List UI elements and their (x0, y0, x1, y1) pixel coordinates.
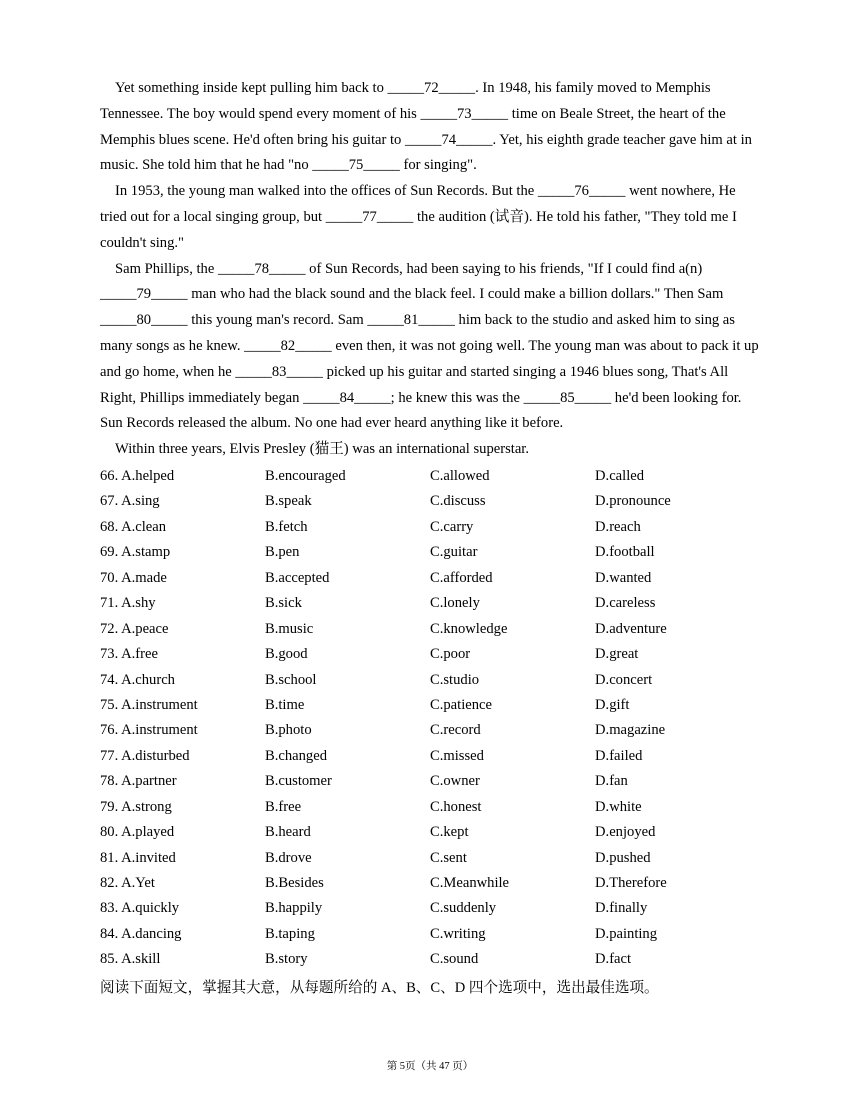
option-d: D.pushed (595, 849, 651, 866)
option-c: C.sent (430, 849, 467, 866)
option-b: B.happily (265, 900, 323, 917)
option-a: 81. A.invited (100, 849, 176, 866)
option-b: B.speak (265, 493, 312, 510)
option-a: 76. A.instrument (100, 722, 198, 739)
option-a: 82. A.Yet (100, 875, 155, 891)
option-d: D.enjoyed (595, 824, 656, 841)
passage-paragraph-2: In 1953, the young man walked into the offices of Sun Records. But the _____76_____ went nowhere, He tried out for a local singing group, but _____77_____ the audition (试音). He told his father, "They told me I couldn't sing." (100, 183, 737, 251)
option-row-75 (100, 693, 780, 718)
passage-paragraph-3: Sam Phillips, the _____78_____ of Sun Records, had been saying to his friends, "If I could find a(n) _____79_____ man who had the black sound and the black feel. I could make a billion dollars." Then Sam _____80_____ this young man's record. Sam _____81_____ him back to the studio and asked him to sing as many songs as he knew. _____82_____ even then, it was not going well. The young man was about to pack it up and go home, when he _____83_____ picked up his guitar and started singing a 1946 blues song, That's All Right, Phillips immediately began _____84_____; he knew this was the _____85_____ he'd been looking for. Sun Records released the album. No one had ever heard anything like it before. (100, 260, 759, 432)
option-b: B.heard (265, 824, 311, 841)
options-list (100, 464, 780, 973)
option-d: D.finally (595, 900, 648, 917)
option-d: D.gift (595, 696, 630, 713)
option-row-83 (100, 896, 780, 921)
option-a: 73. A.free (100, 646, 158, 663)
option-d: D.failed (595, 747, 643, 764)
option-b: B.time (265, 696, 305, 713)
option-b: B.free (265, 798, 302, 815)
option-c: C.sound (430, 951, 479, 968)
option-a: 83. A.quickly (100, 900, 180, 917)
option-row-73 (100, 642, 780, 667)
option-a: 69. A.stamp (100, 544, 171, 561)
option-a: 71. A.shy (100, 595, 156, 612)
option-row-84 (100, 922, 780, 947)
option-c: C.suddenly (430, 900, 497, 917)
option-d: D.Therefore (595, 875, 667, 891)
option-row-85 (100, 947, 780, 972)
option-d: D.adventure (595, 620, 667, 637)
option-c: C.Meanwhile (430, 875, 510, 891)
option-b: B.drove (265, 849, 312, 866)
option-a: 68. A.clean (100, 518, 167, 535)
option-d: D.wanted (595, 569, 652, 586)
option-c: C.carry (430, 518, 474, 535)
option-a: 75. A.instrument (100, 696, 198, 713)
passage-paragraph-1: Yet something inside kept pulling him back to _____72_____. In 1948, his family moved to Memphis Tennessee. The boy would spend every moment of his _____73_____ time on Beale Street, the heart of the Memphis blues scene. He'd often bring his guitar to _____74_____. Yet, his eighth grade teacher gave him at in music. She told him that he had "no _____75_____ for singing". (100, 80, 752, 174)
option-row-79 (100, 795, 780, 820)
section-instruction: 阅读下面短文，掌握其大意，从每题所给的 A、B、C、D 四个选项中，选出最佳选项。 (100, 980, 659, 996)
option-c: C.guitar (430, 544, 478, 561)
option-c: C.knowledge (430, 620, 508, 637)
passage (100, 76, 760, 463)
option-b: B.accepted (265, 569, 330, 586)
option-row-67 (100, 489, 780, 514)
option-row-80 (100, 820, 780, 845)
option-b: B.taping (265, 925, 315, 942)
option-row-74 (100, 668, 780, 693)
option-row-81 (100, 846, 780, 871)
option-row-82 (100, 871, 780, 896)
option-c: C.afforded (430, 569, 493, 586)
option-d: D.painting (595, 925, 658, 942)
option-b: B.school (265, 671, 317, 688)
option-c: C.discuss (430, 493, 486, 510)
option-row-71 (100, 591, 780, 616)
option-c: C.owner (430, 773, 480, 790)
option-b: B.pen (265, 544, 300, 561)
option-b: B.music (265, 620, 314, 637)
option-d: D.great (595, 646, 639, 663)
option-row-77 (100, 744, 780, 769)
option-a: 67. A.sing (100, 493, 160, 510)
option-a: 79. A.strong (100, 798, 172, 815)
option-row-66 (100, 464, 780, 489)
option-a: 74. A.church (100, 671, 175, 688)
option-c: C.kept (430, 824, 469, 841)
passage-paragraph-4: Within three years, Elvis Presley (猫王) was an international superstar. (115, 441, 530, 458)
option-row-69 (100, 540, 780, 565)
option-c: C.record (430, 722, 481, 739)
option-d: D.concert (595, 671, 653, 688)
option-c: C.honest (430, 798, 482, 815)
page-footer: 第 5页（共 47 页） (386, 1061, 474, 1072)
option-a: 66. A.helped (100, 468, 175, 484)
option-d: D.called (595, 468, 645, 484)
option-d: D.fact (595, 951, 632, 968)
option-row-68 (100, 515, 780, 540)
option-c: C.writing (430, 925, 486, 942)
option-d: D.white (595, 798, 642, 815)
option-d: D.football (595, 544, 655, 561)
option-b: B.good (265, 646, 308, 663)
option-c: C.missed (430, 747, 484, 764)
option-b: B.sick (265, 595, 302, 612)
option-c: C.studio (430, 671, 480, 688)
option-d: D.magazine (595, 722, 666, 739)
option-b: B.changed (265, 747, 328, 764)
option-b: B.customer (265, 773, 332, 790)
option-a: 85. A.skill (100, 951, 161, 968)
option-d: D.fan (595, 773, 628, 790)
option-c: C.allowed (430, 468, 490, 484)
option-a: 78. A.partner (100, 773, 177, 790)
option-b: B.fetch (265, 518, 308, 535)
option-a: 84. A.dancing (100, 925, 182, 942)
option-row-78 (100, 769, 780, 794)
option-row-70 (100, 566, 780, 591)
option-a: 70. A.made (100, 569, 167, 586)
option-a: 72. A.peace (100, 620, 169, 637)
option-b: B.photo (265, 722, 312, 739)
option-b: B.Besides (265, 875, 324, 891)
option-a: 77. A.disturbed (100, 747, 190, 764)
option-b: B.story (265, 951, 308, 968)
option-row-72 (100, 617, 780, 642)
option-d: D.careless (595, 595, 656, 612)
option-a: 80. A.played (100, 824, 175, 841)
option-b: B.encouraged (265, 468, 346, 484)
option-c: C.lonely (430, 595, 480, 612)
option-c: C.poor (430, 646, 471, 663)
option-row-76 (100, 718, 780, 743)
option-d: D.pronounce (595, 493, 671, 510)
option-c: C.patience (430, 696, 492, 713)
option-d: D.reach (595, 518, 641, 535)
